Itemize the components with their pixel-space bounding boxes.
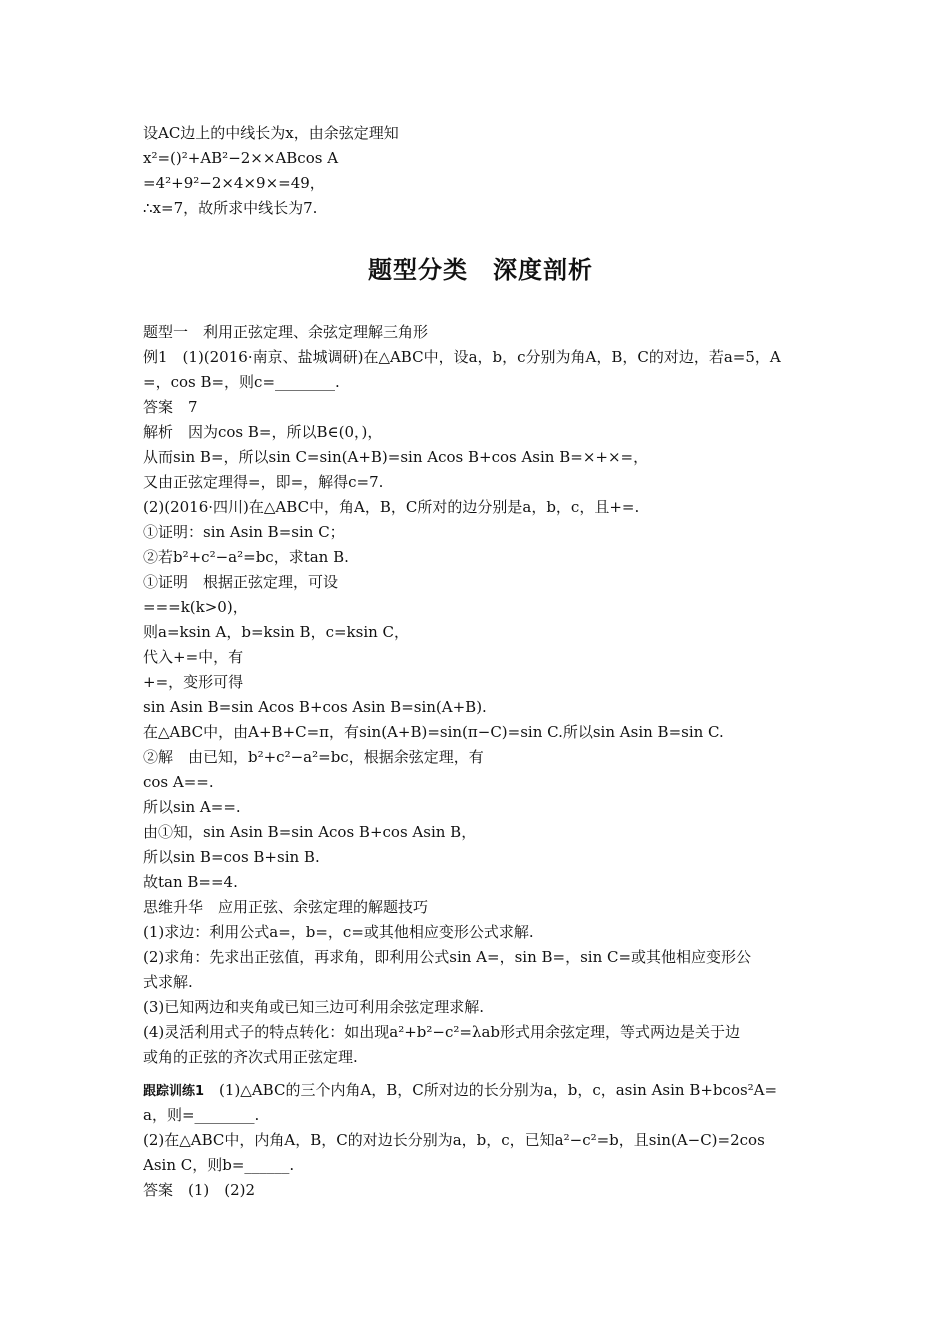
- text-line: 或角的正弦的齐次式用正弦定理.: [143, 1048, 358, 1066]
- text-line: 思维升华 应用正弦、余弦定理的解题技巧: [143, 898, 429, 916]
- text-line: 答案 7: [143, 398, 198, 416]
- text-line: (2)求角：先求出正弦值，再求角，即利用公式sin A=，sin B=，sin C=或其他相应变形公: [143, 948, 752, 966]
- text-line: 由①知，sin Asin B=sin Acos B+cos Asin B，: [143, 823, 477, 841]
- text-line: =，cos B=，则c=________.: [143, 373, 340, 391]
- text-line: ①证明：sin Asin B=sin C；: [143, 523, 345, 541]
- text-line: ①证明 根据正弦定理，可设: [143, 573, 339, 591]
- text-line: 代入+=中，有: [143, 648, 244, 666]
- text-line: 设AC边上的中线长为x，由余弦定理知: [143, 124, 399, 142]
- text-line: 题型一 利用正弦定理、余弦定理解三角形: [143, 323, 429, 341]
- text-line: (2)(2016·四川)在△ABC中，角A，B，C所对的边分别是a，b，c，且+=.: [143, 498, 640, 516]
- text-line: (2)在△ABC中，内角A，B，C的对边长分别为a，b，c，已知a²−c²=b，且sin(A−C)=2cos: [143, 1131, 765, 1149]
- text-line: =4²+9²−2×4×9×=49，: [143, 174, 325, 192]
- text-line: ===k(k>0)，: [143, 598, 248, 616]
- text-line: (3)已知两边和夹角或已知三边可利用余弦定理求解.: [143, 998, 485, 1016]
- text-line: sin Asin B=sin Acos B+cos Asin B=sin(A+B).: [143, 698, 487, 716]
- text-line: 解析 因为cos B=，所以B∈(0，)，: [143, 423, 383, 441]
- text-line: +=，变形可得: [143, 673, 244, 691]
- text-line: ②解 由已知，b²+c²−a²=bc，根据余弦定理，有: [143, 748, 484, 766]
- practice-line: [143, 1080, 818, 1102]
- text-line: 从而sin B=，所以sin C=sin(A+B)=sin Acos B+cos Asin B=×+×=，: [143, 448, 649, 466]
- text-line: 在△ABC中，由A+B+C=π，有sin(A+B)=sin(π−C)=sin C.所以sin Asin B=sin C.: [143, 723, 724, 741]
- text-line: 则a=ksin A，b=ksin B，c=ksin C，: [143, 623, 410, 641]
- text-line: 例1 (1)(2016·南京、盐城调研)在△ABC中，设a，b，c分别为角A，B，C的对边，若a=5，A: [143, 348, 781, 366]
- text-line: (1)求边：利用公式a=，b=，c=或其他相应变形公式求解.: [143, 923, 534, 941]
- text-line: (4)灵活利用式子的特点转化：如出现a²+b²−c²=λab形式用余弦定理，等式两边是关于边: [143, 1023, 740, 1041]
- practice-label: 跟踪训练1: [143, 1084, 205, 1099]
- text-line: 所以sin B=cos B+sin B.: [143, 848, 320, 866]
- text-line: 故tan B==4.: [143, 873, 238, 891]
- section-title: 题型分类 深度剖析: [368, 256, 593, 284]
- text-line: cos A==.: [143, 773, 214, 791]
- text-line: ②若b²+c²−a²=bc，求tan B.: [143, 548, 349, 566]
- text-line: 又由正弦定理得=，即=，解得c=7.: [143, 473, 384, 491]
- text-line: a，则=________.: [143, 1106, 260, 1124]
- text-line: Asin C，则b=______.: [143, 1156, 295, 1174]
- practice-text: (1)△ABC的三个内角A，B，C所对边的长分别为a，b，c，asin Asin B+bcos²A=: [204, 1081, 778, 1099]
- text-line: 所以sin A==.: [143, 798, 241, 816]
- text-line: 式求解.: [143, 973, 193, 991]
- text-line: 答案 (1) (2)2: [143, 1181, 256, 1199]
- text-line: x²=()²+AB²−2××ABcos A: [143, 149, 339, 167]
- text-line: ∴x=7，故所求中线长为7.: [143, 199, 318, 217]
